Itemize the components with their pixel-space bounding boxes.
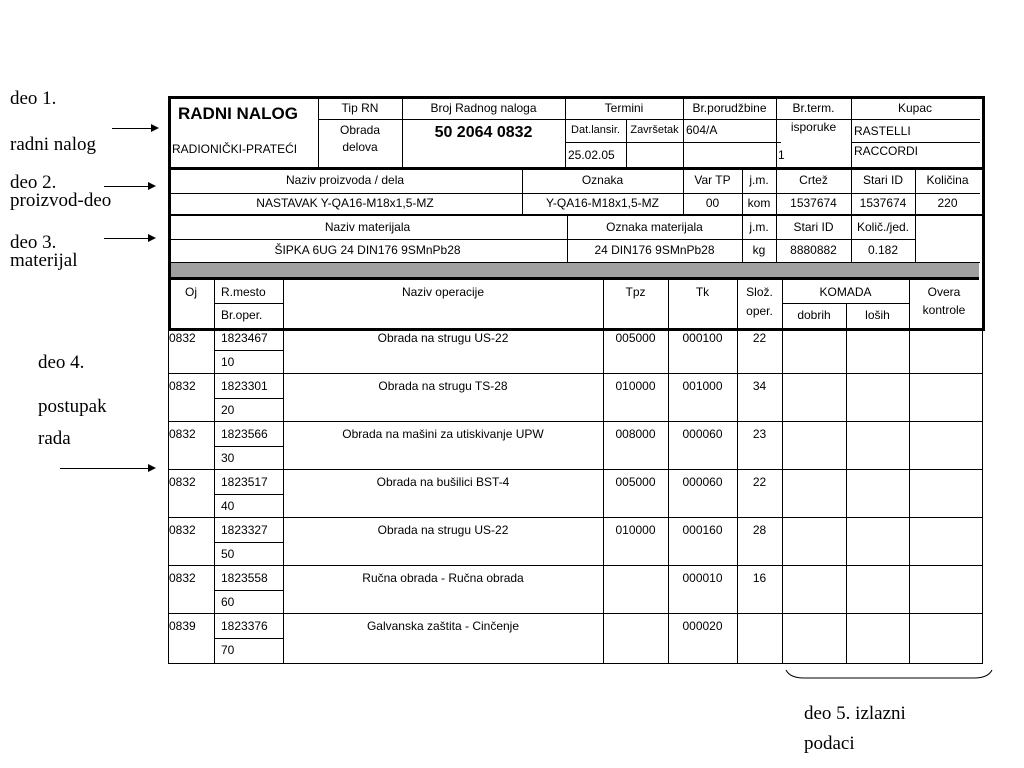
operation-row [169, 566, 982, 614]
op-rmesto: 1823327 [221, 523, 268, 537]
col-tpz: Tpz [625, 285, 646, 299]
op-naziv: Ručna obrada - Ručna obrada [362, 571, 524, 585]
op-oj: 0832 [169, 475, 196, 489]
op-oj: 0839 [169, 619, 196, 633]
op-rmesto: 1823566 [221, 427, 268, 441]
op-oj: 0832 [169, 427, 196, 441]
kupac-value-line2: RACCORDI [854, 144, 919, 158]
kolicina-label: Količina [926, 173, 969, 187]
op-tk: 000010 [682, 571, 723, 585]
form-subtitle: RADIONIČKI-PRATEĆI [172, 142, 298, 156]
op-rmesto: 1823558 [221, 571, 268, 585]
op-broper: 60 [221, 595, 235, 609]
zavrsetak-label: Završetak [630, 124, 679, 136]
op-rmesto: 1823376 [221, 619, 268, 633]
oznaka-materijala-value: 24 DIN176 9SMnPb28 [594, 243, 715, 257]
op-broper: 70 [221, 643, 235, 657]
op-tpz: 005000 [615, 475, 656, 489]
kolicina-value: 220 [937, 196, 958, 210]
broj-naloga-label: Broj Radnog naloga [430, 101, 537, 115]
op-sloz: 28 [752, 523, 767, 537]
br-term-value: 1 [778, 148, 785, 162]
deo4-description-line2: rada [38, 428, 71, 449]
op-tpz: 005000 [615, 331, 656, 345]
op-sloz: 22 [752, 331, 767, 345]
op-broper: 50 [221, 547, 235, 561]
op-rmesto: 1823467 [221, 331, 268, 345]
kolic-jed-label: Količ./jed. [856, 220, 910, 234]
op-oj: 0832 [169, 331, 196, 345]
operation-row [169, 326, 982, 374]
dat-lansir-value: 25.02.05 [568, 148, 615, 162]
naziv-proizvoda-value: NASTAVAK Y-QA16-M18x1,5-MZ [256, 196, 434, 210]
naziv-materijala-label: Naziv materijala [324, 220, 411, 234]
col-oj: Oj [185, 285, 197, 299]
col-losih: loših [865, 308, 890, 322]
col-tk: Tk [695, 285, 710, 299]
var-tp-value: 00 [705, 196, 720, 210]
br-porudzbine-label: Br.porudžbine [692, 101, 767, 115]
kupac-value-line1: RASTELLI [854, 124, 911, 138]
op-tk: 000100 [682, 331, 723, 345]
operations-table [168, 326, 983, 664]
naziv-materijala-value: ŠIPKA 6UG 24 DIN176 9SMnPb28 [274, 243, 461, 257]
product-stari-id-label: Stari ID [862, 173, 903, 187]
br-term-label-line2: isporuke [790, 120, 837, 134]
op-naziv: Obrada na strugu US-22 [377, 523, 509, 537]
op-naziv: Obrada na strugu US-22 [377, 331, 509, 345]
op-sloz: 23 [752, 427, 767, 441]
product-jm-label: j.m. [749, 173, 769, 187]
oznaka-materijala-label: Oznaka materijala [606, 220, 703, 234]
form-title: RADNI NALOG [178, 104, 298, 123]
col-sloz-line1: Slož. [746, 285, 773, 299]
op-tpz: 010000 [615, 379, 656, 393]
col-sloz-line2: oper. [746, 304, 773, 318]
operation-row [169, 374, 982, 422]
op-broper: 10 [221, 355, 235, 369]
op-broper: 40 [221, 499, 235, 513]
var-tp-label: Var TP [694, 173, 731, 187]
deo5-label-line2: podaci [804, 733, 855, 754]
col-dobrih: dobrih [797, 308, 831, 322]
op-naziv: Obrada na mašini za utiskivanje UPW [342, 427, 544, 441]
naziv-proizvoda-label: Naziv proizvoda / dela [285, 173, 405, 187]
op-tk: 000160 [682, 523, 723, 537]
deo3-label: deo 3. [10, 232, 57, 253]
deo1-description: radni nalog [10, 134, 97, 155]
op-tk: 001000 [682, 379, 723, 393]
product-stari-id-value: 1537674 [859, 196, 907, 210]
op-naziv: Obrada na strugu TS-28 [378, 379, 508, 393]
col-overa-line1: Overa [927, 285, 961, 299]
deo4-label: deo 4. [38, 352, 85, 373]
op-rmesto: 1823517 [221, 475, 268, 489]
crtez-label: Crtež [799, 173, 828, 187]
deo3-description: materijal [10, 250, 78, 271]
br-porudzbine-value: 604/A [686, 123, 718, 137]
kupac-label: Kupac [897, 101, 933, 115]
oznaka-value: Y-QA16-M18x1,5-MZ [546, 196, 659, 210]
op-tpz: 010000 [615, 523, 656, 537]
tip-rn-value-line2: delova [342, 140, 378, 154]
op-broper: 30 [221, 451, 235, 465]
product-jm-value: kom [747, 196, 771, 210]
op-oj: 0832 [169, 571, 196, 585]
tip-rn-label: Tip RN [341, 101, 379, 115]
broj-naloga-value: 50 2064 0832 [434, 124, 533, 141]
kolic-jed-value: 0.182 [867, 243, 899, 257]
tip-rn-value-line1: Obrada [339, 123, 381, 137]
op-naziv: Obrada na bušilici BST-4 [376, 475, 510, 489]
col-broper: Br.oper. [221, 308, 263, 322]
section-separator-band [171, 263, 979, 280]
material-stari-id-value: 8880882 [790, 243, 837, 257]
material-stari-id-label: Stari ID [793, 220, 834, 234]
material-jm-label: j.m. [749, 220, 769, 234]
operation-row [169, 470, 982, 518]
op-tk: 000060 [682, 427, 723, 441]
col-overa-line2: kontrole [922, 303, 966, 317]
crtez-value: 1537674 [790, 196, 837, 210]
col-rmesto: R.mesto [221, 285, 266, 299]
op-tk: 000060 [682, 475, 723, 489]
deo1-label: deo 1. [10, 88, 57, 109]
br-term-label-line1: Br.term. [792, 101, 835, 115]
operation-row [169, 518, 982, 566]
op-oj: 0832 [169, 379, 196, 393]
col-komada: KOMADA [819, 285, 872, 299]
dat-lansir-label: Dat.lansir. [571, 124, 620, 136]
deo4-description-line1: postupak [38, 396, 107, 417]
material-jm-value: kg [752, 243, 766, 257]
op-naziv: Galvanska zaštita - Cinčenje [366, 619, 520, 633]
op-sloz: 34 [752, 379, 767, 393]
op-sloz: 16 [752, 571, 767, 585]
deo2-description: proizvod-deo [10, 190, 112, 211]
op-broper: 20 [221, 403, 235, 417]
col-naziv-operacije: Naziv operacije [401, 285, 485, 299]
op-rmesto: 1823301 [221, 379, 268, 393]
op-oj: 0832 [169, 523, 196, 537]
operation-row [169, 422, 982, 470]
operation-row [169, 614, 982, 662]
oznaka-label: Oznaka [581, 173, 624, 187]
op-tk: 000020 [682, 619, 723, 633]
termini-label: Termini [604, 101, 644, 115]
deo5-label-line1: deo 5. izlazni [804, 703, 906, 724]
op-tpz: 008000 [615, 427, 656, 441]
deo2-label: deo 2. [10, 172, 57, 193]
op-sloz: 22 [752, 475, 767, 489]
